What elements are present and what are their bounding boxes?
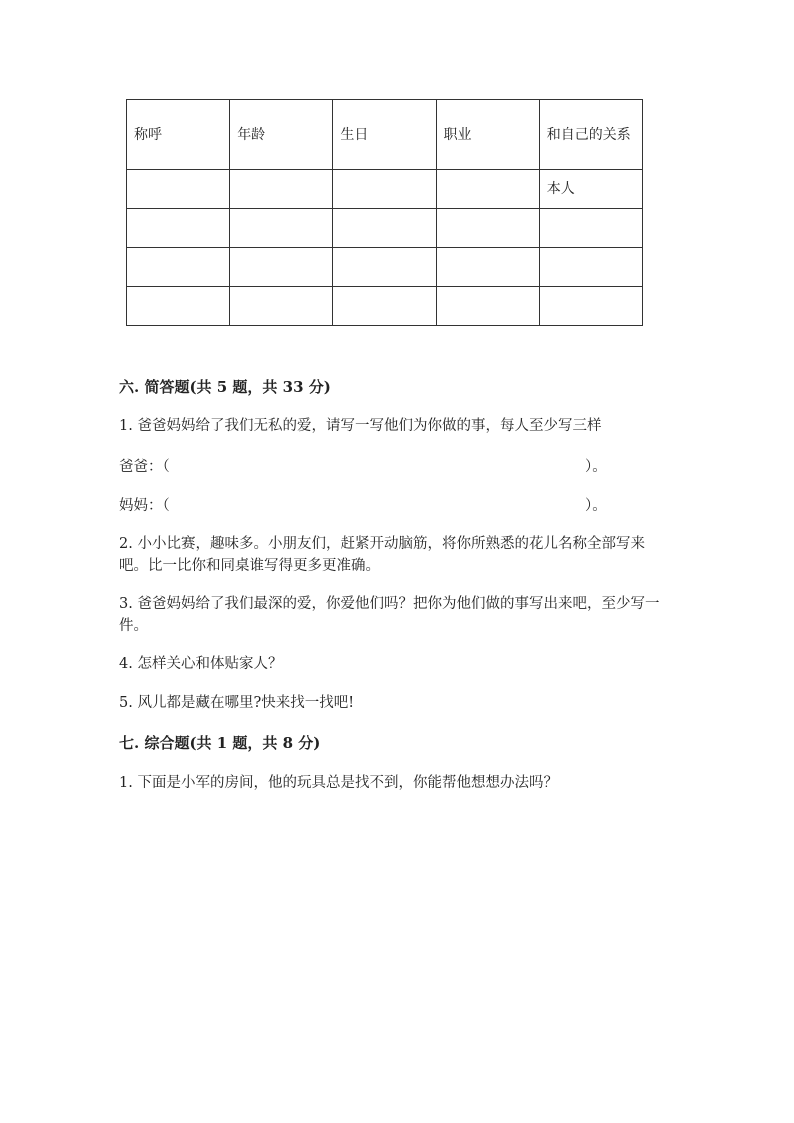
header-occupation: 职业	[436, 100, 539, 170]
section-6-title: 六. 简答题(共 5 题，共 33 分)	[119, 378, 331, 396]
table-cell[interactable]	[230, 209, 333, 248]
dad-answer-line[interactable]	[119, 455, 607, 476]
table-cell[interactable]	[436, 248, 539, 287]
table-cell[interactable]	[436, 209, 539, 248]
family-info-table	[126, 99, 643, 326]
table-cell[interactable]	[539, 209, 642, 248]
table-cell[interactable]	[127, 170, 230, 209]
question-6-4: 4. 怎样关心和体贴家人？	[119, 656, 283, 672]
mom-close-paren: ）。	[585, 498, 607, 514]
question-6-3: 3. 爸爸妈妈给了我们最深的爱，你爱他们吗？把你为他们做的事写出来吧，至少写一件。	[119, 596, 660, 634]
table-row	[127, 287, 643, 326]
table-cell[interactable]	[539, 248, 642, 287]
table-cell[interactable]	[436, 287, 539, 326]
section-7-title: 七. 综合题(共 1 题，共 8 分)	[119, 734, 321, 752]
table-cell[interactable]	[333, 287, 436, 326]
header-title: 称呼	[127, 100, 230, 170]
table-header-row	[127, 100, 643, 170]
table-cell[interactable]	[539, 287, 642, 326]
header-age: 年龄	[230, 100, 333, 170]
question-6-2: 2. 小小比赛，趣味多。小朋友们，赶紧开动脑筋，将你所熟悉的花儿名称全部写来吧。比一比你和同桌谁写得更多更准确。	[119, 536, 645, 574]
dad-label: 爸爸：（	[119, 459, 170, 475]
table-row	[127, 209, 643, 248]
table-cell[interactable]	[127, 287, 230, 326]
table-cell[interactable]	[230, 170, 333, 209]
dad-close-paren: ）。	[585, 459, 607, 475]
header-relation: 和自己的关系	[539, 100, 642, 170]
question-6-1: 1. 爸爸妈妈给了我们无私的爱，请写一写他们为你做的事，每人至少写三样	[119, 418, 602, 434]
table-cell[interactable]	[127, 248, 230, 287]
question-6-5: 5. 风儿都是藏在哪里?快来找一找吧!	[119, 695, 355, 711]
mom-label: 妈妈：（	[119, 498, 170, 514]
table-row	[127, 170, 643, 209]
table-row	[127, 248, 643, 287]
table-cell: 本人	[539, 170, 642, 209]
table-cell[interactable]	[333, 248, 436, 287]
question-7-1: 1. 下面是小军的房间，他的玩具总是找不到，你能帮他想想办法吗？	[119, 775, 558, 791]
table-cell[interactable]	[333, 209, 436, 248]
table-cell[interactable]	[333, 170, 436, 209]
table-cell[interactable]	[436, 170, 539, 209]
table-cell[interactable]	[230, 287, 333, 326]
table-cell[interactable]	[127, 209, 230, 248]
header-birthday: 生日	[333, 100, 436, 170]
table-cell[interactable]	[230, 248, 333, 287]
mom-answer-line[interactable]	[119, 494, 607, 515]
